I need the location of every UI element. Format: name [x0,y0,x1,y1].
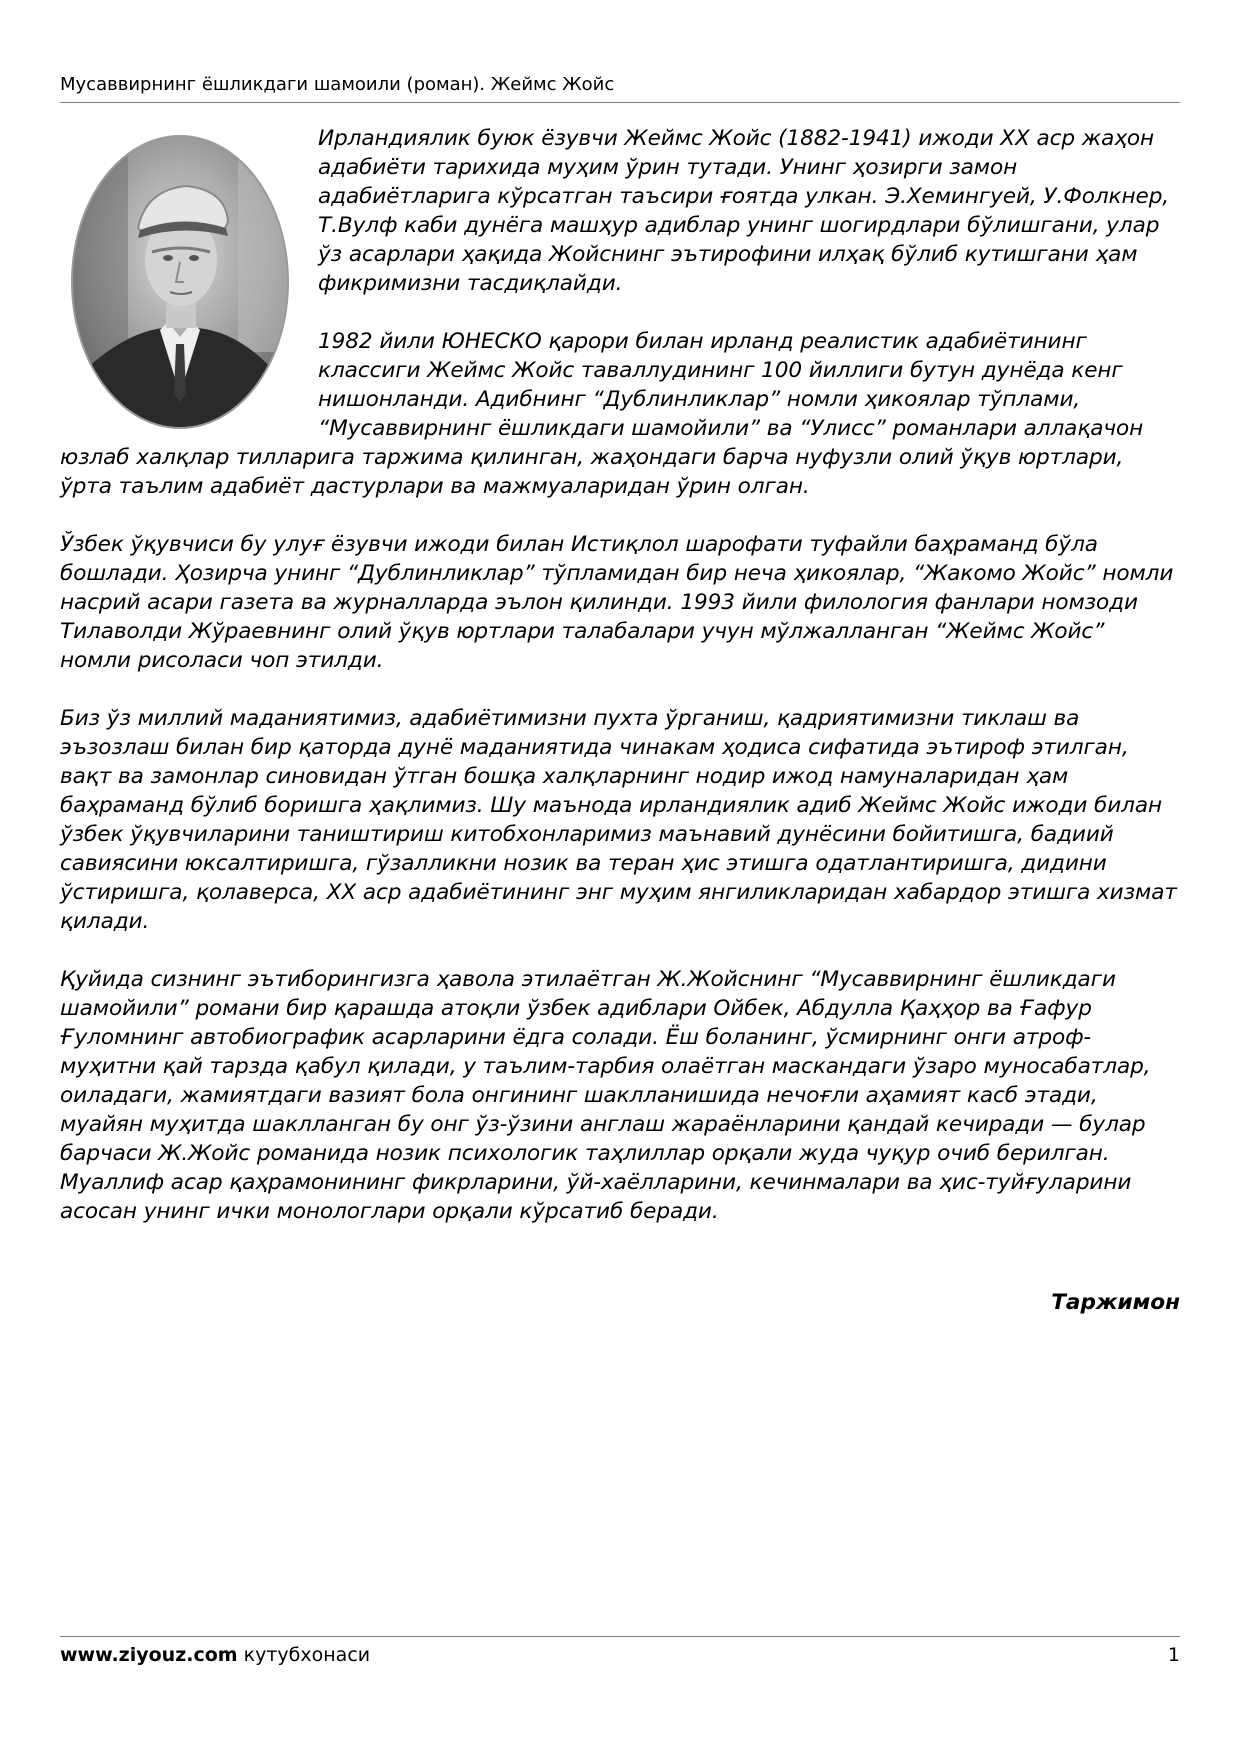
page-footer [60,1643,1180,1667]
paragraph-novel: Қуйида сизнинг эътиборингизга ҳавола этилаётган Ж.Жойснинг “Мусаввирнинг ёшликдаги шамойили” романи бир қарашда атоқли ўзбек адиблари Ойбек, Абдулла Қаҳҳор ва Ғафур Ғуломнинг автобиографик асарларини ёдга солади. Ёш боланинг, ўсмирнинг онги атроф-муҳитни қай тарзда қабул қилади, у таълим-тарбия олаётган маскандаги ўзаро муносабатлар, оиладаги, жамиятдаги вазият бола онгининг шаклланишида нечоғли аҳамият касб этади, муайян муҳитда шаклланган бу онг ўз-ўзини англаш жараёнларини қандай кечиради — булар барчаси Ж.Жойс романида нозик психологик таҳлиллар орқали жуда чуқур очиб берилган. Муаллиф асар қаҳрамонининг фикрларини, ўй-хаёлларини, кечинмалари ва ҳис-туйғуларини асосан унинг ички монологлари орқали кўрсатиб беради. [60,967,1151,1224]
footer-library-label: кутубхонаси [243,1644,371,1666]
document-title: Мусаввирнинг ёшликдаги шамоили (роман). Жеймс Жойс [60,74,615,95]
paragraph-intro: Ирландиялик буюк ёзувчи Жеймс Жойс (1882-1941) ижоди XX аср жаҳон адабиёти тарихида муҳим ўрин тутади. Унинг ҳозирги замон адабиётларига кўрсатган таъсири ғоятда улкан. Э.Хемингуей, У.Фолкнер, Т.Вулф каби дунёга машҳур адиблар унинг шогирдлари бўлишгани, улар ўз асарлари ҳақида Жойснинг эътирофини илҳақ бўлиб кутишгани ҳам фикримизни тасдиқлайди. [318,126,1170,296]
page-number: 1 [1167,1644,1180,1666]
header-divider [60,102,1180,103]
paragraph-uzbek-reader: Ўзбек ўқувчиси бу улуғ ёзувчи ижоди билан Истиқлол шарофати туфайли баҳраманд бўла бошлади. Ҳозирча унинг “Дублинликлар” тўпламидан бир неча ҳикоялар, “Жакомо Жойс” номли насрий асари газета ва журналларда эълон қилинди. 1993 йили филология фанлари номзоди Тилаволди Жўраевнинг олий ўқув юртлари талабалари учун мўлжалланган “Жеймс Жойс” номли рисоласи чоп этилди. [60,532,1174,673]
paragraph-unesco: 1982 йили ЮНЕСКО қарори билан ирланд реалистик адабиётининг классиги Жеймс Жойс таваллудининг 100 йиллиги бутун дунёда кенг нишонланди. Адибнинг “Дублинликлар” номли ҳикоялар тўплами, “Мусаввирнинг ёшликдаги шамойили” ва “Улисс” романлари аллақачон юзлаб халқлар тилларига таржима қилинган, жаҳондаги барча нуфузли олий ўқув юртлари, ўрта таълим адабиёт дастурлари ва мажмуаларидан ўрин олган. [60,329,1144,499]
footer-divider [60,1636,1180,1637]
paragraph-culture: Биз ўз миллий маданиятимиз, адабиётимизни пухта ўрганиш, қадриятимизни тиклаш ва эъзозлаш билан бир қаторда дунё маданиятида чинакам ҳодиса сифатида эътироф этилган, вақт ва замонлар синовидан ўтган бошқа халқларнинг нодир ижод намуналаридан ҳам баҳраманд бўлиб боришга ҳақлимиз. Шу маънода ирландиялик адиб Жеймс Жойс ижоди билан ўзбек ўқувчиларини таништириш китобхонларимиз маънавий дунёсини бойитишга, бадиий савиясини юксалтиришга, гўзалликни нозик ва теран ҳис этишга одатлантиришга, дидини ўстиришга, қолаверса, XX аср адабиётининг энг муҳим янгиликларидан хабардор этишга хизмат қилади. [60,706,1177,934]
footer-site-link[interactable]: www.ziyouz.com [60,1644,238,1666]
article-body [60,124,1180,1255]
page-header [60,74,1180,96]
translator-signature: Таржимон [1051,1290,1180,1315]
portrait-text-wrap [60,124,318,424]
